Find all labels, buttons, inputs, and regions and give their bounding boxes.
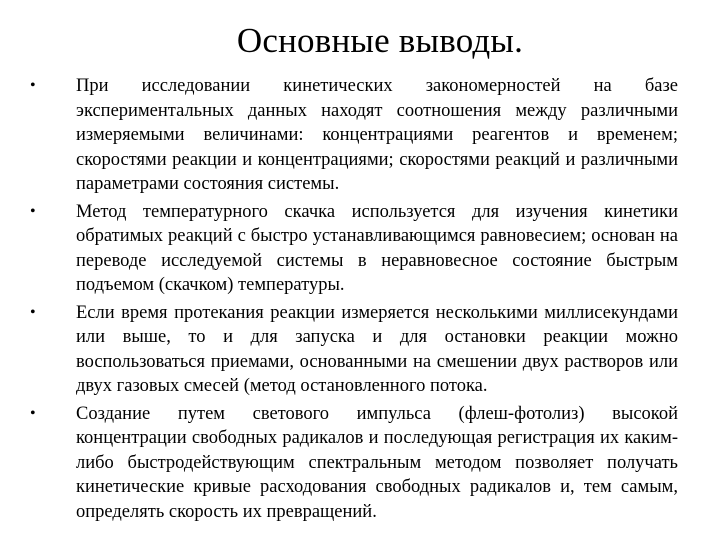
bullet-text: Создание путем светового импульса (флеш-фотолиз) высокой концентрации свободных радикалов и последующая регистрация их каким-либо быстродействующим спектральным методом позволяет получать кинетические кривые расходования свободных радикалов и, тем самым, определять скорость их превращений. (76, 403, 678, 522)
bullet-text: При исследовании кинетических закономерностей на базе экспериментальных данных находят соотношения между различными измеряемыми величинами: концентрациями реагентов и временем; скоростями реакции и концентрациями; скоростями реакций и различными параметрами состояния системы. (76, 76, 678, 194)
bullet-marker: • (30, 303, 36, 321)
bullet-marker: • (30, 77, 36, 94)
bullet-text: Метод температурного скачка используется для изучения кинетики обратимых реакций с быстро устанавливающимся равновесием; основан на переводе исследуемой системы в неравновесное состояние быстрым подъемом (скачком) температуры. (76, 201, 678, 295)
bullet-list (30, 74, 678, 527)
bullet-item (30, 74, 678, 197)
bullet-marker: • (30, 202, 36, 220)
bullet-item (30, 301, 678, 399)
slide-title: Основные выводы. (236, 21, 524, 60)
bullet-item (30, 402, 678, 525)
bullet-marker: • (30, 404, 36, 422)
bullet-item (30, 200, 678, 298)
bullet-text: Если время протекания реакции измеряется несколькими миллисекундами или выше, то и для запуска и для остановки реакции можно воспользоваться приемами, основанными на смешении двух растворов или двух газовых смесей (метод остановленного потока. (76, 302, 678, 396)
